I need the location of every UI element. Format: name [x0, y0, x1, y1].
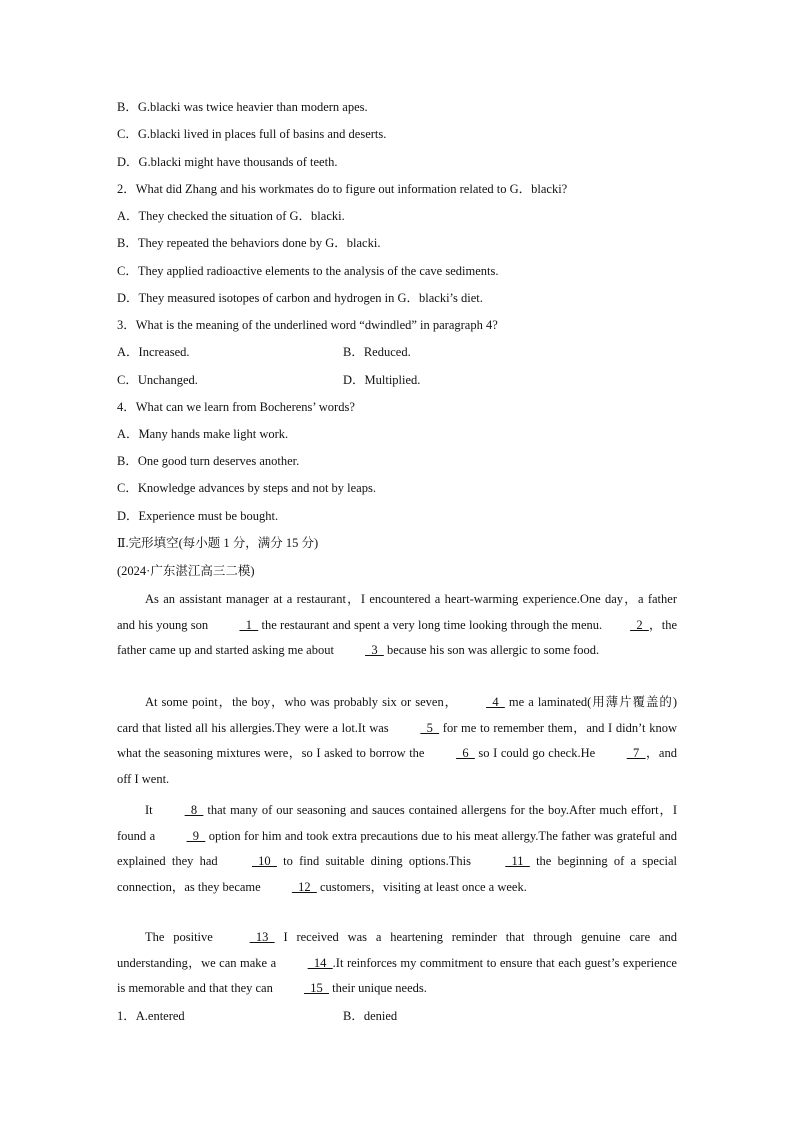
section-title: Ⅱ.完形填空(每小题 1 分，满分 15 分)	[117, 536, 319, 550]
section-source: (2024·广东湛江高三二模)	[117, 564, 255, 578]
answer-1-option-b: B．denied	[343, 1009, 398, 1023]
q1-option-b: B．G.blacki was twice heavier than modern apes.	[117, 100, 368, 114]
q4-stem: 4．What can we learn from Bocherens’ words?	[117, 400, 355, 414]
passage-paragraph-2: At some point，the boy，who was probably six or seven， 4 me a laminated(用薄片覆盖的) card that listed all his allergies.They were a lot.It was 5 for me to remember them，and I didn’t know what the seasoning mixtures were，so I asked to borrow the 6 so I could go check.He 7 ，and off I went.	[117, 690, 677, 792]
blank-10: 10	[251, 854, 277, 869]
q2-option-c: C．They applied radioactive elements to the analysis of the cave sediments.	[117, 264, 499, 278]
passage-paragraph-3: It 8 that many of our seasoning and sauces contained allergens for the boy.After much effort，I found a 9 option for him and took extra precautions due to his meat allergy.The father was grateful and explained they had 10 to find suitable dining options.This 11 the beginning of a special connection，as they became 12 customers，visiting at least once a week.	[117, 798, 677, 900]
passage-paragraph-4: The positive 13 I received was a heartening reminder that through genuine care and understanding，we can make a 14 .It reinforces my commitment to ensure that each guest’s experience is memorable and that they can 15 their unique needs.	[117, 925, 677, 1002]
q2-option-b: B．They repeated the behaviors done by G．blacki.	[117, 236, 381, 250]
blank-7: 7	[626, 746, 646, 761]
blank-9: 9	[186, 828, 206, 843]
passage-paragraph-1: As an assistant manager at a restaurant，I encountered a heart-warming experience.One day，a father and his young son 1 the restaurant and spent a very long time looking through the menu. 2 ，the father came up and started asking me about 3 because his son was allergic to some food.	[117, 587, 677, 664]
blank-3: 3	[365, 643, 384, 658]
q4-option-a: A．Many hands make light work.	[117, 427, 289, 441]
blank-14: 14	[307, 955, 333, 970]
q4-option-c: C．Knowledge advances by steps and not by leaps.	[117, 481, 376, 495]
q3-option-c: C．Unchanged.	[117, 373, 198, 387]
answer-1-option-a: 1．A.entered	[117, 1009, 185, 1023]
q4-option-d: D．Experience must be bought.	[117, 509, 279, 523]
blank-1: 1	[239, 617, 259, 632]
q3-option-b: B．Reduced.	[343, 345, 411, 359]
blank-8: 8	[184, 803, 204, 817]
q4-option-b: B．One good turn deserves another.	[117, 454, 300, 468]
blank-15: 15	[303, 981, 329, 996]
q1-option-d: D．G.blacki might have thousands of teeth.	[117, 155, 338, 169]
blank-5: 5	[420, 720, 440, 735]
q2-stem: 2．What did Zhang and his workmates do to figure out information related to G．blacki?	[117, 182, 568, 196]
q3-option-a: A．Increased.	[117, 345, 190, 359]
q2-option-d: D．They measured isotopes of carbon and hydrogen in G．blacki’s diet.	[117, 291, 483, 305]
q1-option-c: C．G.blacki lived in places full of basins and deserts.	[117, 127, 387, 141]
q2-option-a: A．They checked the situation of G．blacki.	[117, 209, 345, 223]
q3-stem: 3．What is the meaning of the underlined word “dwindled” in paragraph 4?	[117, 318, 498, 332]
blank-11: 11	[505, 854, 530, 869]
blank-13: 13	[249, 930, 275, 944]
blank-2: 2	[630, 617, 649, 632]
blank-12: 12	[291, 879, 317, 894]
blank-4: 4	[486, 695, 505, 709]
q3-option-d: D．Multiplied.	[343, 373, 421, 387]
blank-6: 6	[456, 746, 475, 761]
